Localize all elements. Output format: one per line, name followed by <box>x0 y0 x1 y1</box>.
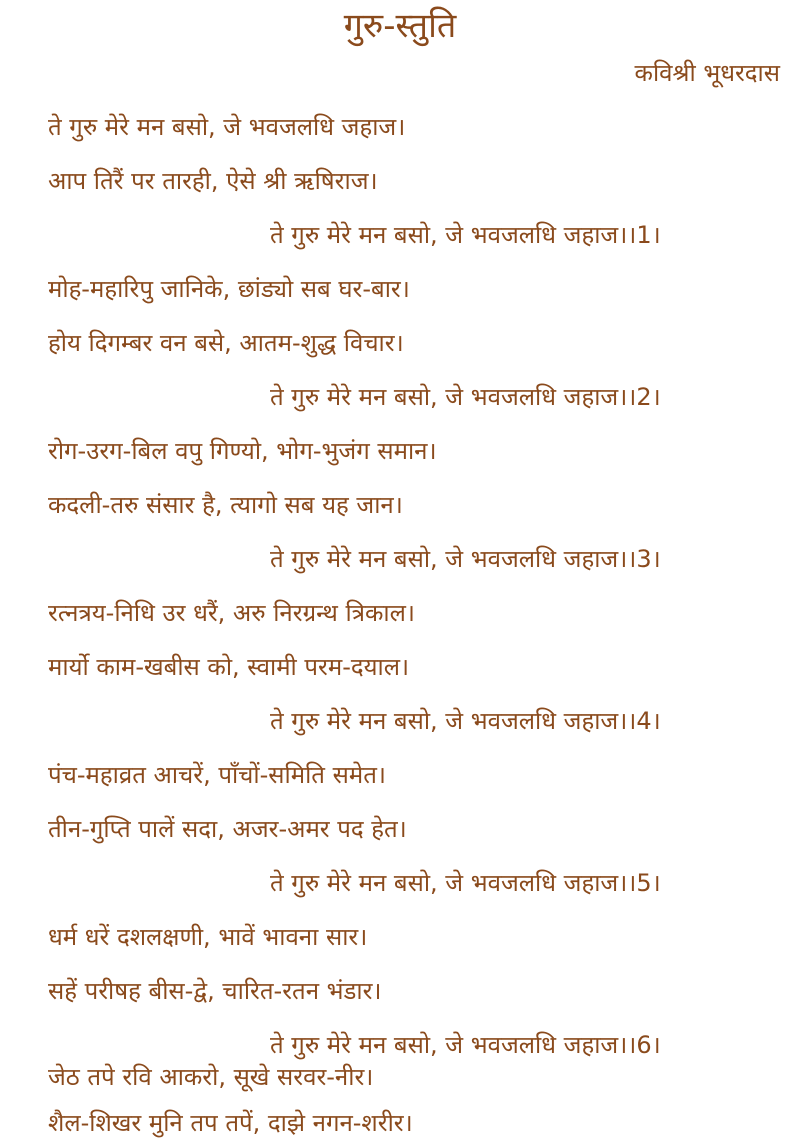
refrain-line: ते गुरु मेरे मन बसो, जे भवजलधि जहाज।।5। <box>270 869 661 897</box>
verse-line: होय दिगम्बर वन बसे, आतम-शुद्ध विचार। <box>48 329 404 357</box>
verse-line: कदली-तरु संसार है, त्यागो सब यह जान। <box>48 491 403 519</box>
verse-line: धर्म धरें दशलक्षणी, भावें भावना सार। <box>48 923 368 951</box>
verse-line: आप तिरैं पर तारही, ऐसे श्री ऋषिराज। <box>48 167 378 195</box>
verse-line: जेठ तपे रवि आकरो, सूखे सरवर-नीर। <box>48 1063 374 1091</box>
poem-author: कविश्री भूधरदास <box>634 59 780 87</box>
refrain-line: ते गुरु मेरे मन बसो, जे भवजलधि जहाज।।2। <box>270 383 661 411</box>
refrain-line: ते गुरु मेरे मन बसो, जे भवजलधि जहाज।।6। <box>270 1031 661 1059</box>
verse-line: ते गुरु मेरे मन बसो, जे भवजलधि जहाज। <box>48 113 406 141</box>
verse-line: रत्नत्रय-निधि उर धरैं, अरु निरग्रन्थ त्रिकाल। <box>48 599 415 627</box>
refrain-line: ते गुरु मेरे मन बसो, जे भवजलधि जहाज।।1। <box>270 221 661 249</box>
verse-line: मोह-महारिपु जानिके, छांड्यो सब घर-बार। <box>48 275 410 303</box>
refrain-line: ते गुरु मेरे मन बसो, जे भवजलधि जहाज।।3। <box>270 545 661 573</box>
verse-line: रोग-उरग-बिल वपु गिण्यो, भोग-भुजंग समान। <box>48 437 437 465</box>
verse-line: तीन-गुप्ति पालें सदा, अजर-अमर पद हेत। <box>48 815 407 843</box>
refrain-line: ते गुरु मेरे मन बसो, जे भवजलधि जहाज।।4। <box>270 707 661 735</box>
verse-line: शैल-शिखर मुनि तप तपें, दाझे नगन-शरीर। <box>48 1109 413 1137</box>
verse-line: सहें परीषह बीस-द्वे, चारित-रतन भंडार। <box>48 977 382 1005</box>
poem-title: गुरु-स्तुति <box>343 6 457 46</box>
verse-line: मार्यो काम-खबीस को, स्वामी परम-दयाल। <box>48 653 410 681</box>
verse-line: पंच-महाव्रत आचरें, पाँचों-समिति समेत। <box>48 761 386 789</box>
